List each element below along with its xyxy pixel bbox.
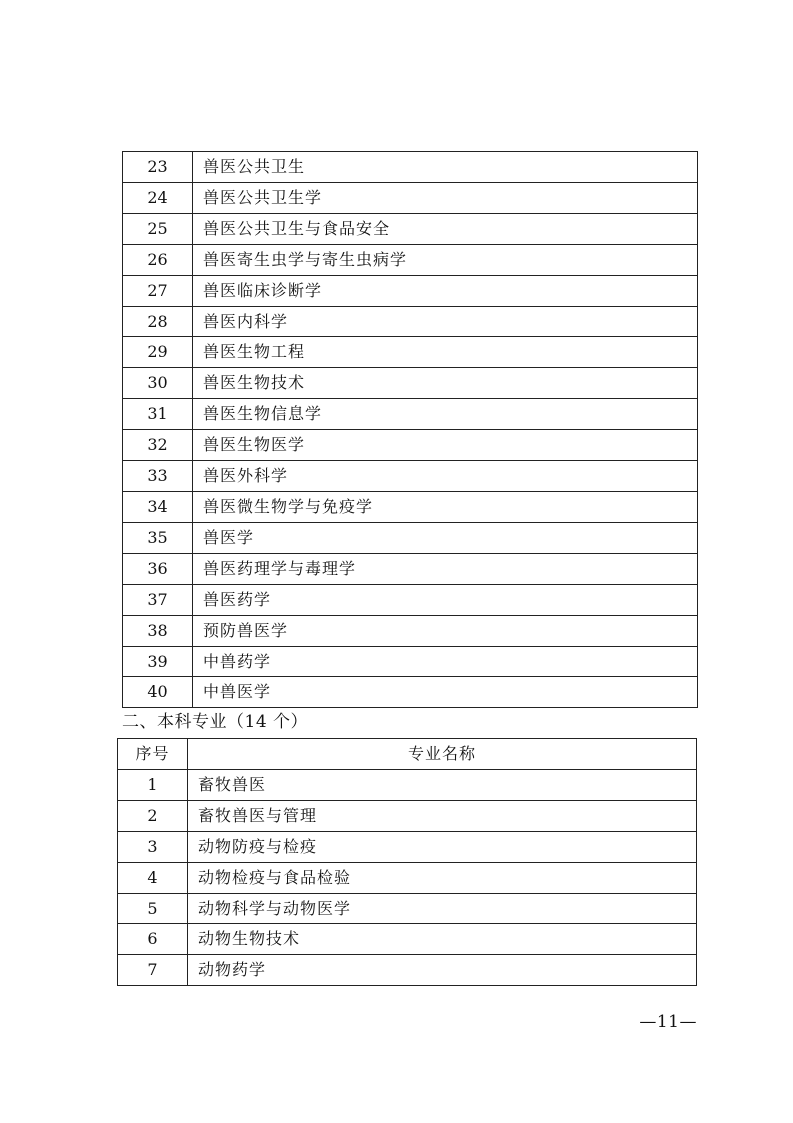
column-header-name: 专业名称: [188, 739, 697, 770]
major-name: 兽医生物医学: [193, 430, 698, 461]
major-name: 兽医学: [193, 522, 698, 553]
page-number: —11—: [639, 1012, 697, 1032]
table-row: [123, 584, 698, 615]
major-name: 兽医药学: [193, 584, 698, 615]
row-number: 32: [123, 430, 193, 461]
major-name: 兽医生物信息学: [193, 399, 698, 430]
major-name: 兽医药理学与毒理学: [193, 553, 698, 584]
table-row: [118, 955, 697, 986]
row-number: 33: [123, 461, 193, 492]
table-row: [118, 831, 697, 862]
major-name: 中兽医学: [193, 677, 698, 708]
major-name: 兽医内科学: [193, 306, 698, 337]
row-number: 2: [118, 800, 188, 831]
table-row: [123, 615, 698, 646]
row-number: 27: [123, 275, 193, 306]
major-name: 兽医寄生虫学与寄生虫病学: [193, 244, 698, 275]
major-name: 畜牧兽医: [188, 769, 697, 800]
row-number: 37: [123, 584, 193, 615]
major-name: 兽医微生物学与免疫学: [193, 491, 698, 522]
row-number: 23: [123, 152, 193, 183]
row-number: 30: [123, 368, 193, 399]
row-number: 34: [123, 491, 193, 522]
row-number: 3: [118, 831, 188, 862]
table-header-row: [118, 739, 697, 770]
table-row: [123, 213, 698, 244]
major-name: 动物生物技术: [188, 924, 697, 955]
undergraduate-major-table: [117, 738, 697, 986]
table-row: [123, 368, 698, 399]
row-number: 29: [123, 337, 193, 368]
table-row: [118, 893, 697, 924]
table-row: [118, 924, 697, 955]
row-number: 7: [118, 955, 188, 986]
row-number: 28: [123, 306, 193, 337]
major-name: 动物药学: [188, 955, 697, 986]
section-heading: 二、本科专业（14 个）: [122, 712, 309, 732]
table-row: [123, 152, 698, 183]
major-name: 兽医临床诊断学: [193, 275, 698, 306]
table-row: [123, 646, 698, 677]
major-name: 兽医外科学: [193, 461, 698, 492]
row-number: 38: [123, 615, 193, 646]
table-row: [123, 553, 698, 584]
major-name: 兽医生物技术: [193, 368, 698, 399]
row-number: 35: [123, 522, 193, 553]
table-row: [118, 862, 697, 893]
column-header-number: 序号: [118, 739, 188, 770]
table-row: [123, 461, 698, 492]
row-number: 5: [118, 893, 188, 924]
major-table-continued: [122, 151, 698, 708]
major-name: 兽医公共卫生: [193, 152, 698, 183]
major-name: 畜牧兽医与管理: [188, 800, 697, 831]
table-row: [123, 244, 698, 275]
row-number: 1: [118, 769, 188, 800]
row-number: 26: [123, 244, 193, 275]
major-name: 动物防疫与检疫: [188, 831, 697, 862]
row-number: 6: [118, 924, 188, 955]
table-row: [123, 275, 698, 306]
table-row: [123, 182, 698, 213]
major-name: 动物科学与动物医学: [188, 893, 697, 924]
major-name: 中兽药学: [193, 646, 698, 677]
table-row: [123, 430, 698, 461]
table-row: [123, 337, 698, 368]
major-name: 兽医公共卫生与食品安全: [193, 213, 698, 244]
major-name: 动物检疫与食品检验: [188, 862, 697, 893]
table-row: [118, 800, 697, 831]
row-number: 40: [123, 677, 193, 708]
table-row: [123, 399, 698, 430]
row-number: 31: [123, 399, 193, 430]
table-row: [123, 522, 698, 553]
row-number: 39: [123, 646, 193, 677]
table-row: [123, 306, 698, 337]
table-row: [118, 769, 697, 800]
major-name: 兽医生物工程: [193, 337, 698, 368]
row-number: 25: [123, 213, 193, 244]
major-name: 预防兽医学: [193, 615, 698, 646]
row-number: 36: [123, 553, 193, 584]
table-row: [123, 677, 698, 708]
row-number: 4: [118, 862, 188, 893]
table-row: [123, 491, 698, 522]
major-name: 兽医公共卫生学: [193, 182, 698, 213]
row-number: 24: [123, 182, 193, 213]
